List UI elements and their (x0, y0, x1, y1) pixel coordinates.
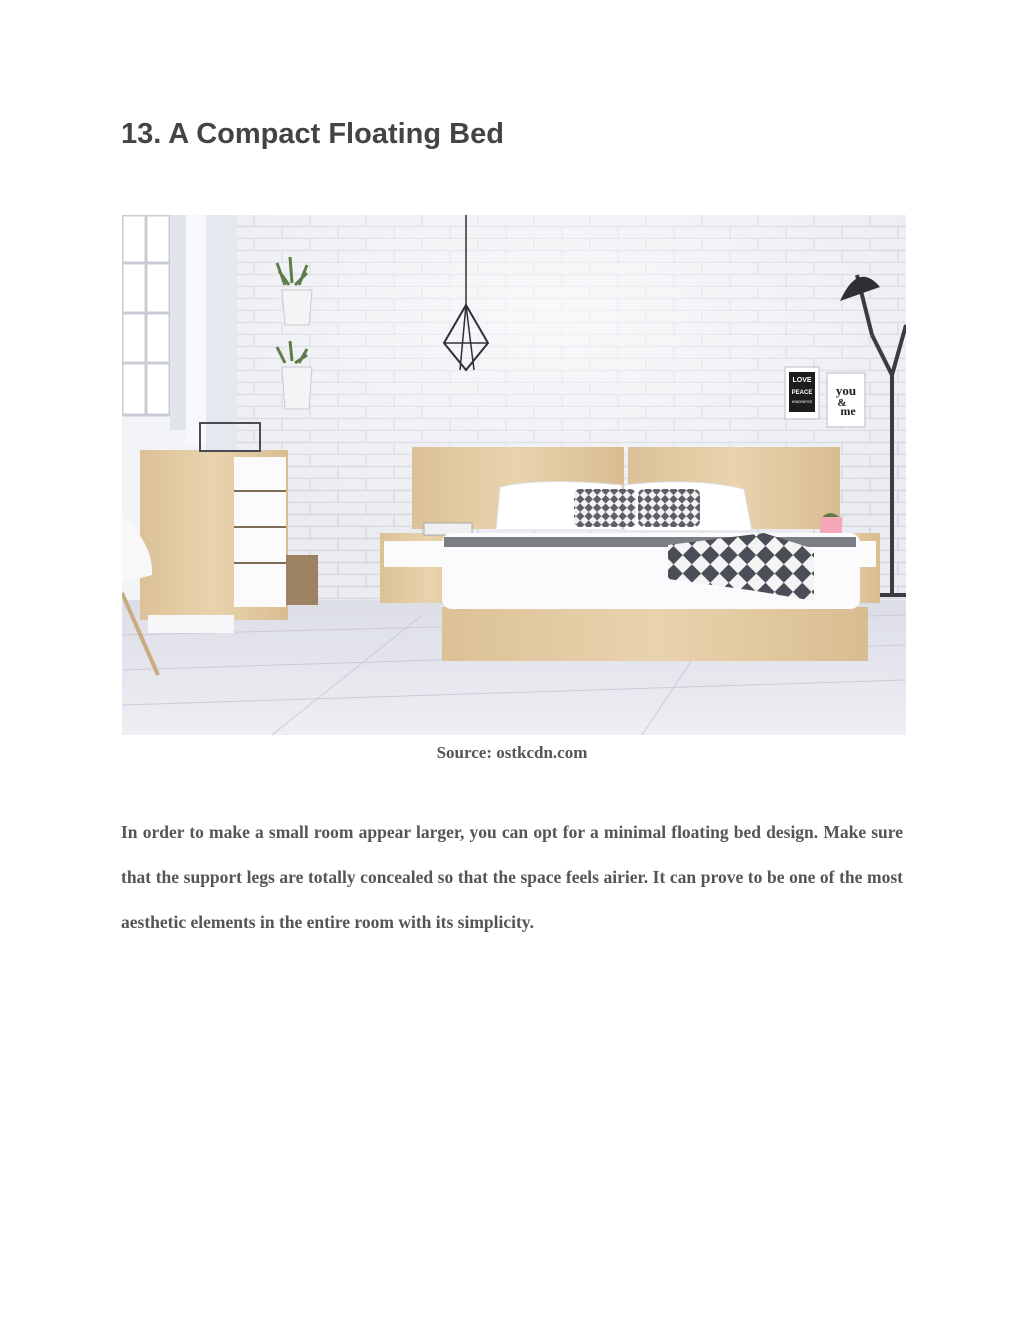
body-paragraph: In order to make a small room appear larger, you can opt for a minimal floating bed design. Make sure that the support legs are totally concealed so that the space feels airier. It can prove to be one of the most aesthetic elements in the entire room with its simplicity. (121, 822, 903, 932)
page-title: 13. A Compact Floating Bed (121, 118, 504, 150)
poster-me-text: me (840, 404, 856, 418)
poster-peace-text: PEACE (791, 390, 813, 396)
bedroom-photo (122, 215, 906, 735)
poster-kindness-text: KINDNESS (791, 399, 813, 404)
image-source-caption: Source: ostkcdn.com (436, 743, 588, 762)
poster-love-text: LOVE (792, 377, 812, 384)
poster-you-text: you (835, 383, 857, 398)
poster-amp-text: & (837, 397, 847, 409)
